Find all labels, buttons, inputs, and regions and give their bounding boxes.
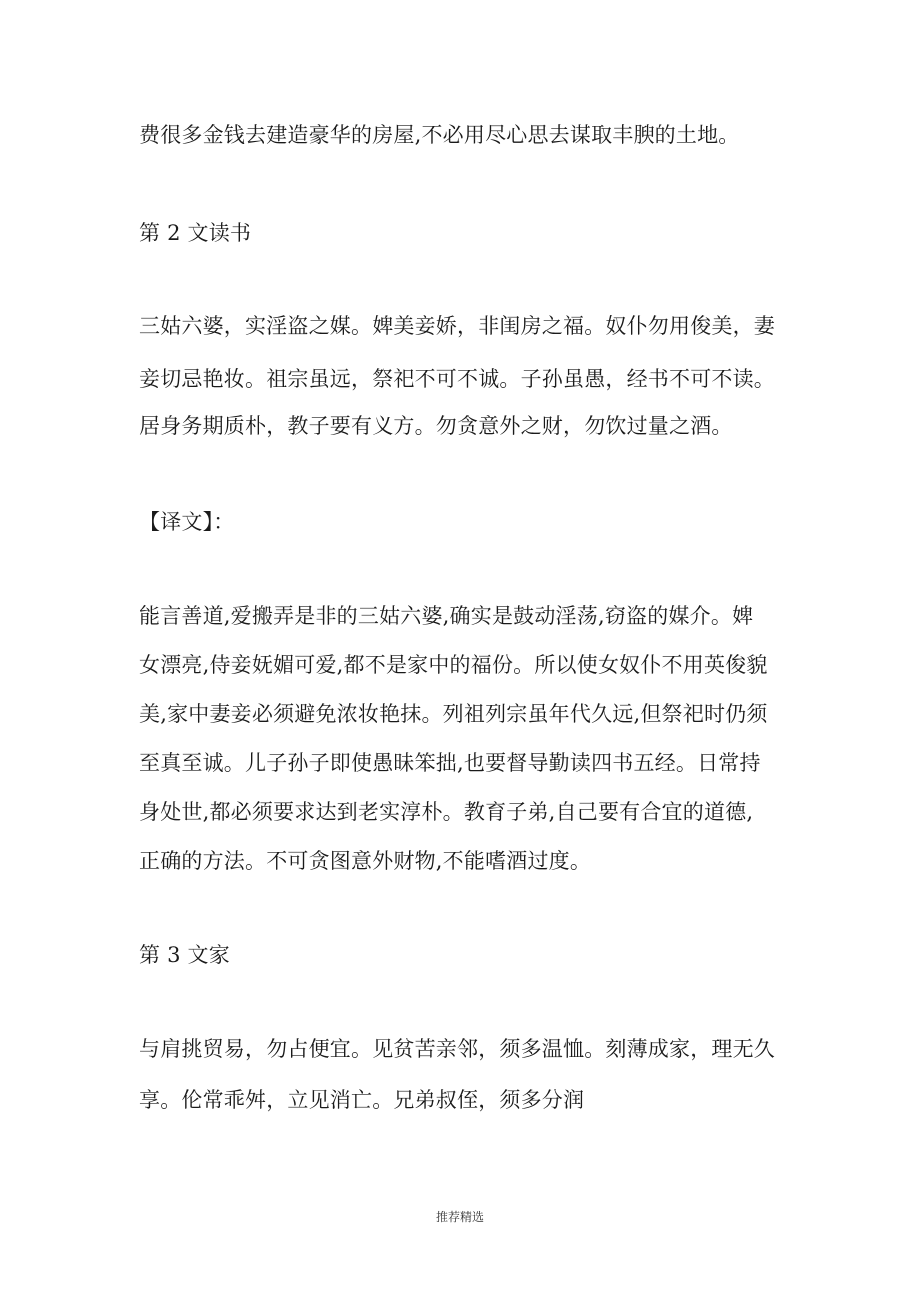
original-text-line: 享。伦常乖舛，立见消亡。兄弟叔侄，须多分润 (139, 1088, 585, 1112)
original-text-line: 居身务期质朴，教子要有义方。勿贪意外之财，勿饮过量之酒。 (139, 414, 733, 438)
section-heading-3: 第 3 文家 (139, 943, 230, 967)
translation-line: 能言善道,爱搬弄是非的三姑六婆,确实是鼓动淫荡,窃盗的媒介。婢 (139, 604, 754, 628)
page-footer: 推荐精选 (435, 1210, 484, 1224)
translation-line: 美,家中妻妾必须避免浓妆艳抹。列祖列宗虽年代久远,但祭祀时仍须 (139, 702, 768, 726)
translation-line: 至真至诚。儿子孙子即使愚昧笨拙,也要督导勤读四书五经。日常持 (139, 751, 761, 775)
translation-line: 正确的方法。不可贪图意外财物,不能嗜酒过度。 (139, 849, 592, 873)
translation-line: 女漂亮,侍妾妩媚可爱,都不是家中的福份。所以使女奴仆不用英俊貌 (139, 653, 768, 677)
original-text-line: 三姑六婆，实淫盗之媒。婢美妾娇，非闺房之福。奴仆勿用俊美，妻 (139, 314, 775, 338)
original-text-line: 与肩挑贸易，勿占便宜。见贫苦亲邻，须多温恤。刻薄成家，理无久 (139, 1037, 775, 1061)
translation-label: 【译文】： (139, 510, 235, 534)
section-heading-2: 第 2 文读书 (139, 221, 252, 245)
translation-line: 身处世,都必须要求达到老实淳朴。教育子弟,自己要有合宜的道德, (139, 800, 754, 824)
original-text-line: 妾切忌艳妆。祖宗虽远，祭祀不可不诚。子孙虽愚，经书不可不读。 (139, 367, 775, 391)
paragraph-translation-line: 费很多金钱去建造豪华的房屋,不必用尽心思去谋取丰腴的土地。 (139, 123, 740, 147)
